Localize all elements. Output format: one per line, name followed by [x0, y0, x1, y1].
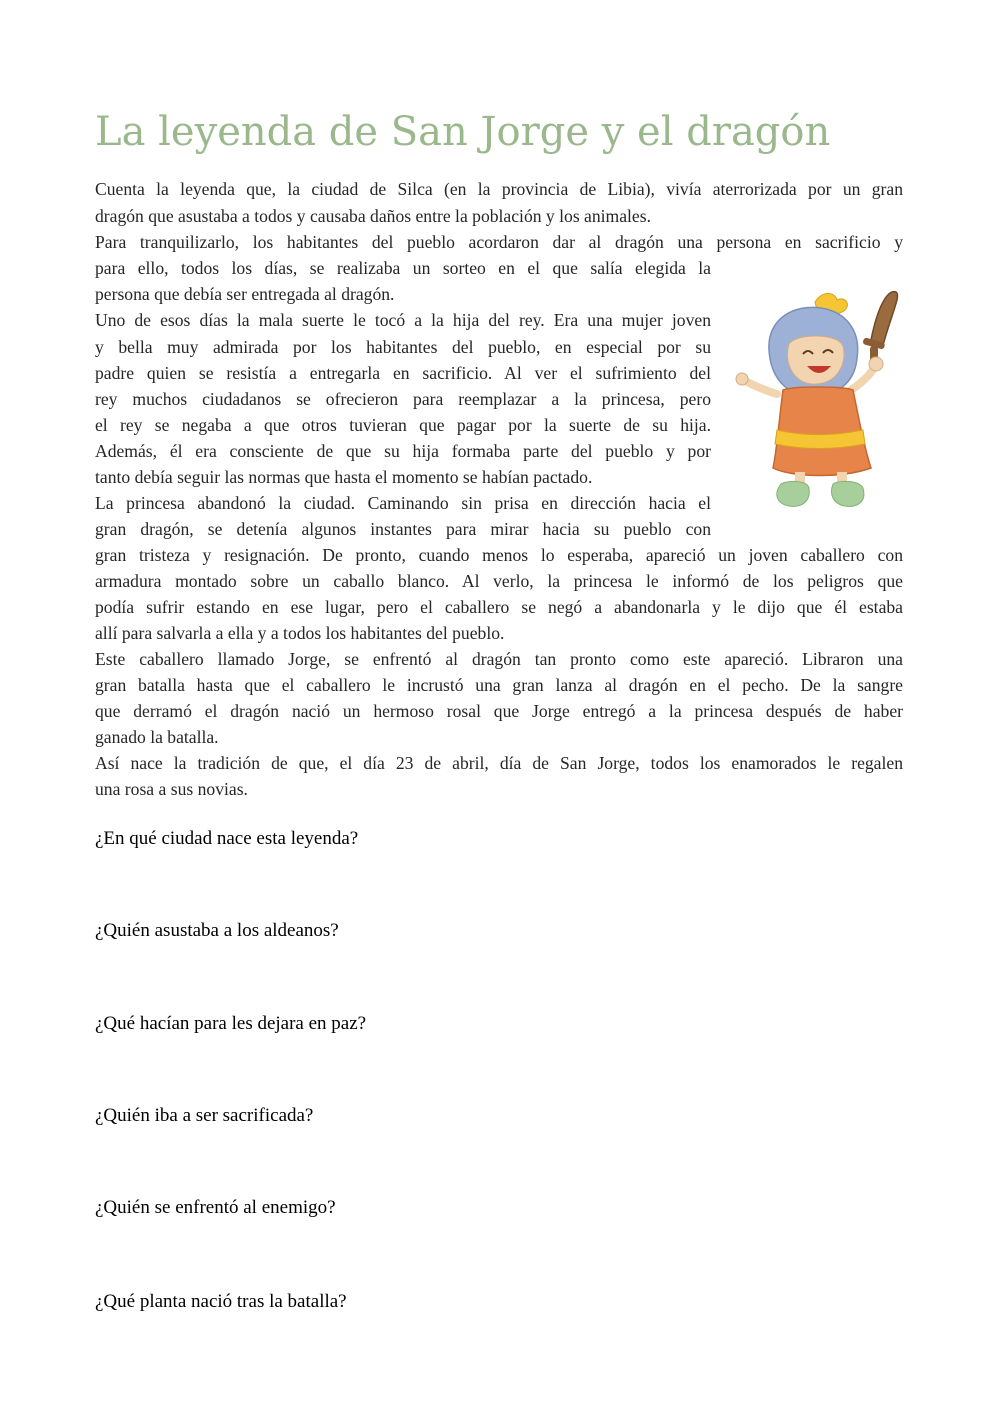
- story-line: gran batalla hasta que el caballero le incrustó una gran lanza al dragón en el pecho. De la sangre: [95, 675, 903, 695]
- question-4: ¿Quién iba a ser sacrificada?: [95, 1105, 314, 1126]
- story-line: armadura montado sobre un caballo blanco. Al verlo, la princesa le informó de los peligros que: [95, 571, 903, 591]
- question-6: ¿Qué planta nació tras la batalla?: [95, 1291, 347, 1312]
- story-line: padre quien se resistía a entregarla en sacrificio. Al ver el sufrimiento del: [95, 363, 711, 383]
- story-line: Cuenta la leyenda que, la ciudad de Silca (en la provincia de Libia), vivía aterrorizada por un gran: [95, 179, 903, 199]
- story-line: Uno de esos días la mala suerte le tocó a la hija del rey. Era una mujer joven: [95, 310, 711, 330]
- story-line: Así nace la tradición de que, el día 23 de abril, día de San Jorge, todos los enamorados le regalen: [95, 753, 903, 773]
- story-line: y bella muy admirada por los habitantes del pueblo, en especial por su: [95, 337, 711, 357]
- story-line: persona que debía ser entregada al dragón.: [95, 284, 395, 304]
- story-line: Para tranquilizarlo, los habitantes del pueblo acordaron dar al dragón una persona en sacrificio y: [95, 232, 903, 252]
- story-line: una rosa a sus novias.: [95, 779, 248, 799]
- story-line: La princesa abandonó la ciudad. Caminando sin prisa en dirección hacia el: [95, 493, 711, 513]
- question-3: ¿Qué hacían para les dejara en paz?: [95, 1013, 367, 1034]
- story-line: que derramó el dragón nació un hermoso rosal que Jorge entregó a la princesa después de haber: [95, 701, 903, 721]
- story-line: ganado la batalla.: [95, 727, 219, 747]
- sword-icon: [862, 292, 897, 364]
- document-title: La leyenda de San Jorge y el dragón: [95, 109, 831, 155]
- knight-illustration: [733, 290, 908, 520]
- story-line: allí para salvarla a ella y a todos los habitantes del pueblo.: [95, 623, 505, 643]
- question-2: ¿Quién asustaba a los aldeanos?: [95, 920, 339, 941]
- story-line: gran tristeza y resignación. De pronto, cuando menos lo esperaba, apareció un joven caballero con: [95, 545, 903, 565]
- story-line: Además, él era consciente de que su hija formaba parte del pueblo y por: [95, 441, 711, 461]
- story-line: tanto debía seguir las normas que hasta el momento se habían pactado.: [95, 467, 593, 487]
- story-line: el rey se negaba a que otros tuvieran que pagar por la suerte de su hija.: [95, 415, 711, 435]
- story-line: rey muchos ciudadanos se ofrecieron para reemplazar a la princesa, pero: [95, 389, 711, 409]
- question-5: ¿Quién se enfrentó al enemigo?: [95, 1197, 336, 1218]
- story-line: podía sufrir estando en ese lugar, pero el caballero se negó a abandonarla y le dijo que él estaba: [95, 597, 903, 617]
- story-line: dragón que asustaba a todos y causaba daños entre la población y los animales.: [95, 206, 651, 226]
- question-1: ¿En qué ciudad nace esta leyenda?: [95, 828, 359, 849]
- story-line: Este caballero llamado Jorge, se enfrentó al dragón tan pronto como este apareció. Libraron una: [95, 649, 903, 669]
- story-line: gran dragón, se detenía algunos instantes para mirar hacia su pueblo con: [95, 519, 711, 539]
- story-line: para ello, todos los días, se realizaba un sorteo en el que salía elegida la: [95, 258, 711, 278]
